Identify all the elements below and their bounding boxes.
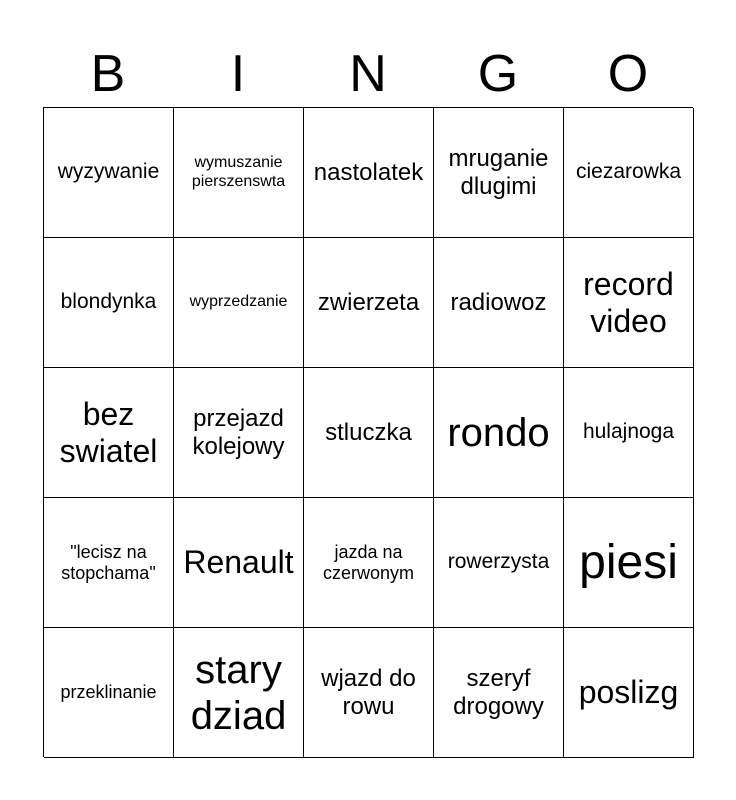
bingo-cell[interactable] [434,368,564,498]
cell-label: stary dziad [190,647,287,738]
header-letter-g: G [477,45,519,103]
cell-label: rondo [447,410,550,455]
cell-label: poslizg [578,674,679,711]
cell-label: wyzywanie [57,160,160,184]
cell-label: szeryf drogowy [453,664,544,720]
bingo-cell[interactable] [44,498,174,628]
cell-label: bez swiatel [59,395,158,469]
header-letter-i: I [230,45,246,103]
bingo-cell[interactable] [564,238,694,368]
bingo-cell[interactable] [44,238,174,368]
cell-label: stluczka [325,418,412,446]
bingo-cell[interactable] [44,628,174,758]
bingo-cell[interactable] [174,238,304,368]
header-letter-b: B [90,45,126,103]
cell-label: ciezarowka [575,160,682,184]
cell-label: wyprzedzanie [189,293,288,311]
bingo-cell[interactable] [44,368,174,498]
bingo-cell[interactable] [434,238,564,368]
cell-label: record video [583,265,674,339]
bingo-grid [43,107,693,757]
bingo-cell[interactable] [174,628,304,758]
header-letter-o: O [607,45,649,103]
bingo-cell[interactable] [304,368,434,498]
cell-label: przejazd kolejowy [192,404,285,460]
cell-label: blondynka [60,290,157,314]
bingo-cell[interactable] [304,498,434,628]
cell-label: wjazd do rowu [321,664,416,720]
cell-label: nastolatek [313,158,424,186]
cell-label: jazda na czerwonym [322,541,415,583]
bingo-cell[interactable] [434,628,564,758]
cell-label: zwierzeta [317,288,420,316]
bingo-cell[interactable] [44,108,174,238]
bingo-cell[interactable] [174,368,304,498]
bingo-cell[interactable] [564,368,694,498]
cell-label: rowerzysta [447,550,550,574]
header-letter-n: N [349,45,387,103]
bingo-cell[interactable] [304,628,434,758]
cell-label: piesi [579,535,678,589]
bingo-cell[interactable] [434,108,564,238]
bingo-cell[interactable] [174,498,304,628]
bingo-cell[interactable] [174,108,304,238]
bingo-cell[interactable] [434,498,564,628]
cell-label: radiowoz [450,288,547,316]
bingo-cell[interactable] [304,108,434,238]
bingo-cell[interactable] [564,108,694,238]
cell-label: Renault [183,544,294,581]
cell-label: mruganie dlugimi [448,144,549,200]
bingo-cell[interactable] [304,238,434,368]
bingo-cell[interactable] [564,498,694,628]
cell-label: "lecisz na stopchama" [61,541,156,583]
cell-label: hulajnoga [582,420,675,444]
cell-label: wymuszanie pierszenswta [191,154,286,190]
bingo-header [43,40,693,108]
bingo-cell[interactable] [564,628,694,758]
cell-label: przeklinanie [60,682,157,703]
